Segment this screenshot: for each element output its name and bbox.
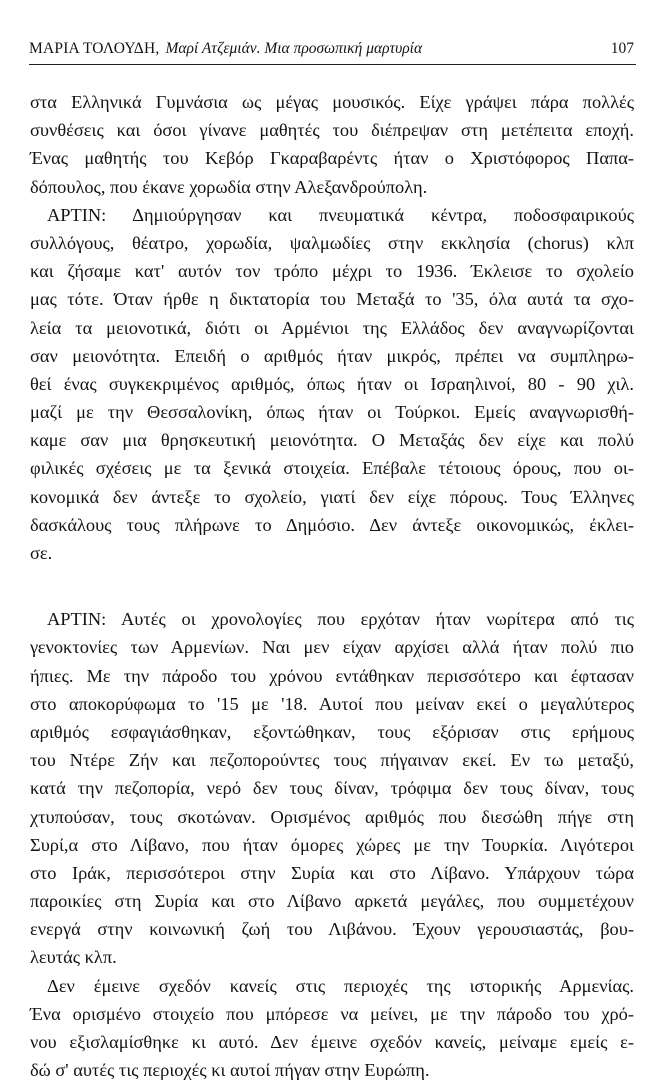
text-line: Δεν έμεινε σχεδόν κανείς στις περιοχές της ιστορικής Αρμενίας. <box>47 975 634 996</box>
text-line: Ένας μαθητής του Κεβόρ Γκαραβαρέντς ήταν ο Χριστόφορος Παπα- <box>30 148 634 169</box>
text-line: κατά την πεζοπορία, νερό δεν τους δίναν, τρόφιμα δεν τους δίναν, τους <box>30 778 634 799</box>
paragraph <box>30 88 634 201</box>
text-line: στο αποκορύφωμα το '15 με '18. Αυτοί που μείναν εκεί ο μεγαλύτερος <box>30 693 634 714</box>
header-author: ΜΑΡΙΑ ΤΟΛΟΥΔΗ, <box>29 40 160 57</box>
text-line: σαν μειονότητα. Επειδή ο αριθμός ήταν μικρός, πρέπει να συμπληρω- <box>30 345 634 366</box>
text-line: ΑΡΤΙΝ: Αυτές οι χρονολογίες που ερχόταν ήταν νωρίτερα από τις <box>47 609 634 630</box>
text-line: μας τότε. Όταν ήρθε η δικτατορία του Μεταξά το '35, όλα αυτά τα σχο- <box>30 289 634 310</box>
text-line: παροικίες στη Συρία και στο Λίβανο αρκετά μεγάλες, που συμμετέχουν <box>30 891 634 912</box>
text-line: συλλόγους, θέατρο, χορωδία, ψαλμωδίες στην εκκλησία (chorus) κλπ <box>30 232 634 253</box>
text-line: αριθμός εσφαγιάσθηκαν, εξοντώθηκαν, τους εξόρισαν στις ερήμους <box>30 721 634 742</box>
text-line: ενεργά στην κοινωνική ζωή του Λιβάνου. Έχουν γερουσιαστάς, βου- <box>30 919 634 940</box>
text-line: νου εξισλαμίσθηκε κι αυτό. Δεν έμεινε σχεδόν κανείς, μείναμε εμείς ε- <box>30 1032 634 1052</box>
header-work-title: Μαρί Ατζεμιάν. Μια προσωπική μαρτυρία <box>165 40 423 57</box>
text-line: μαζί με την Θεσσαλονίκη, όπως ήταν οι Τούρκοι. Εμείς αναγνωρισθή- <box>30 402 634 423</box>
text-line: του Ντέρε Ζήν και πεζοπορούντες τους πήγαιναν εκεί. Εν τω μεταξύ, <box>30 750 634 771</box>
text-line: ΑΡΤΙΝ: Δημιούργησαν και πνευματικά κέντρα, ποδοσφαιρικούς <box>47 204 634 225</box>
text-line: στα Ελληνικά Γυμνάσια ως μέγας μουσικός. Είχε γράψει πάρα πολλές <box>30 92 634 112</box>
text-line: θεί ένας συγκεκριμένος αριθμός, όπως ήταν οι Ισραηλινοί, 80 - 90 χιλ. <box>30 373 634 394</box>
text-line: λεία τα μειονοτικά, διότι οι Αρμένιοι της Ελλάδος δεν αναγνωρίζονται <box>30 317 634 338</box>
paragraph <box>30 605 634 971</box>
text-line: συνθέσεις και όσοι γίνανε μαθητές του διέπρεψαν στη μετέπειτα εποχή. <box>30 120 634 141</box>
text-line: δόπουλος, που έκανε χορωδία στην Αλεξανδρούπολη. <box>30 176 428 197</box>
paragraph <box>30 201 634 567</box>
text-line: σε. <box>30 543 53 563</box>
text-line: γενοκτονίες των Αρμενίων. Ναι μεν είχαν αρχίσει αλλά ήταν πολύ πιο <box>30 637 634 658</box>
page-number: 107 <box>610 40 634 57</box>
text-line: φιλικές σχέσεις με τα ξενικά στοιχεία. Επέβαλε τέτοιους όρους, που οι- <box>30 458 634 479</box>
text-line: δώ σ' αυτές τις περιοχές κι αυτοί πήγαν στην Ευρώπη. <box>30 1060 430 1081</box>
text-line: Ένα ορισμένο στοιχείο που μπόρεσε να μείνει, με την πάροδο του χρό- <box>30 1003 634 1024</box>
text-line: λευτάς κλπ. <box>30 947 117 968</box>
text-line: κονομικά δεν άντεξε το σχολείο, γιατί δεν είχε πόρους. Τους Έλληνες <box>30 486 634 507</box>
running-header <box>29 40 636 65</box>
paragraph <box>30 972 634 1084</box>
page-body <box>30 88 634 1084</box>
text-line: και ζήσαμε κατ' αυτόν τον τρόπο μέχρι το 1936. Έκλεισε το σχολείο <box>30 261 634 282</box>
text-line: στο Ιράκ, περισσότεροι στην Συρία και στο Λίβανο. Υπάρχουν τώρα <box>30 862 634 883</box>
paragraph-gap <box>30 567 634 605</box>
text-line: χτυπούσαν, τους σκοτώναν. Ορισμένος αριθμός που διεσώθη πήγε στη <box>30 806 634 827</box>
text-line: καμε σαν μια θρησκευτική μειονότητα. Ο Μεταξάς δεν είχε και πολύ <box>30 430 634 451</box>
text-line: δασκάλους τους πλήρωνε το Δημόσιο. Δεν άντεξε οικονομικώς, έκλει- <box>30 514 634 535</box>
text-line: Συρί,α στο Λίβανο, που ήταν όμορες χώρες με την Τουρκία. Λιγότεροι <box>30 834 634 855</box>
text-line: ήπιες. Με την πάροδο του χρόνου εντάθηκαν περισσότερο και έφτασαν <box>30 665 634 686</box>
